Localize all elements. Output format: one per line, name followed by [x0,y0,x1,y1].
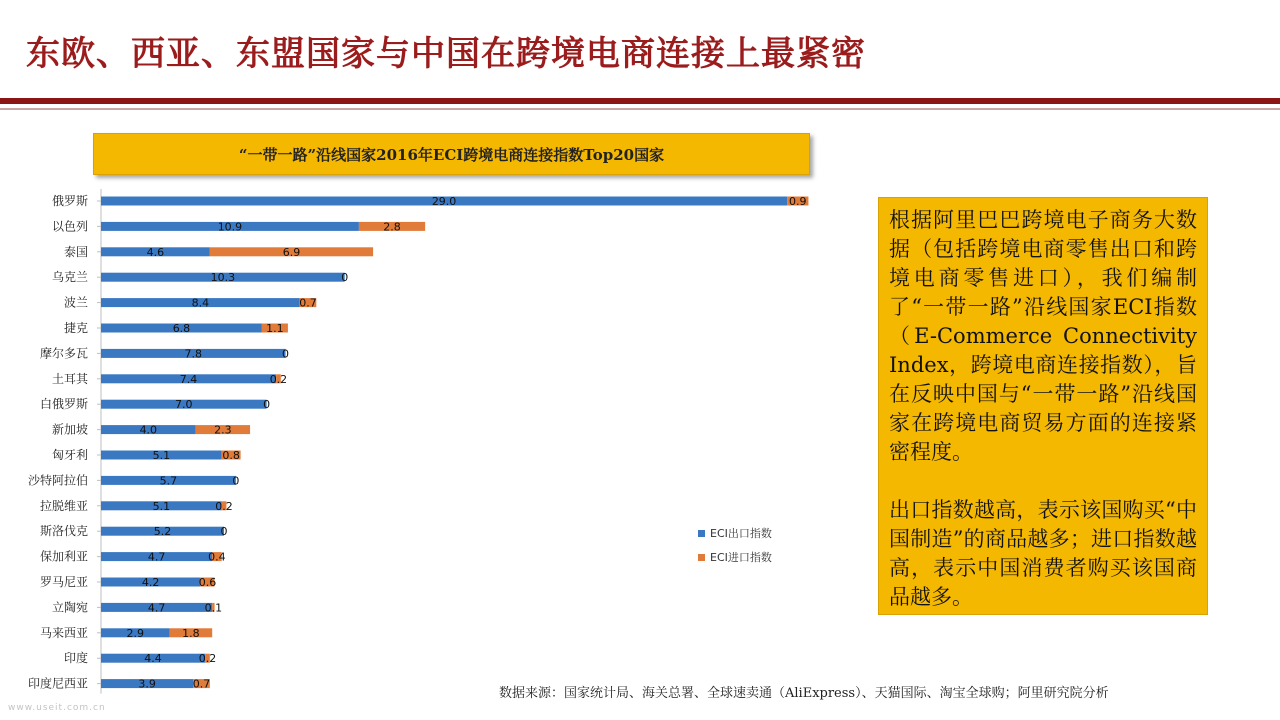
data-label-import: 0 [282,347,290,361]
category-label: 沙特阿拉伯 [27,473,88,488]
data-label-import: 6.9 [282,245,301,259]
category-label: 摩尔多瓦 [39,346,88,361]
chart-legend [698,526,772,574]
category-label: 白俄罗斯 [39,397,88,412]
data-label-export: 10.3 [210,271,236,285]
data-label-import: 0 [263,398,271,412]
data-label-export: 10.9 [217,220,243,234]
legend-label-export: ECI出口指数 [710,527,772,540]
category-label: 印度 [63,651,88,666]
data-label-import: 0.6 [198,576,217,589]
legend-swatch-export [698,530,705,537]
source-note: 数据来源：国家统计局、海关总署、全球速卖通（AliExpress）、天猫国际、淘宝全球购；阿里研究院分析 [499,686,1109,701]
data-label-import: 0.2 [198,652,217,666]
data-label-import: 0 [341,271,349,285]
data-label-export: 4.4 [144,652,162,666]
title-divider-thin [0,108,1280,110]
category-label: 拉脱维亚 [39,498,88,513]
data-label-export: 7.0 [175,398,193,412]
category-label: 罗马尼亚 [39,575,88,589]
data-label-export: 5.1 [152,499,171,513]
data-label-export: 2.9 [126,626,145,640]
data-label-export: 4.7 [147,550,166,564]
legend-swatch-import [698,554,705,561]
data-label-export: 4.0 [139,423,158,437]
data-label-import: 0 [232,474,240,488]
data-label-export: 4.7 [147,601,166,615]
category-label: 土耳其 [51,371,88,386]
category-label: 以色列 [51,219,88,234]
info-paragraph-2: 出口指数越高，表示该国购买“中国制造”的商品越多；进口指数越高，表示中国消费者购买该国商品越多。 [889,498,1197,609]
category-label: 保加利亚 [39,549,88,564]
data-label-export: 7.8 [184,347,203,361]
category-label: 斯洛伐克 [39,524,88,539]
category-label: 印度尼西亚 [27,676,88,691]
data-label-export: 7.4 [179,372,198,386]
data-label-export: 8.4 [191,296,210,310]
data-label-export: 5.7 [159,474,178,488]
category-label: 乌克兰 [51,270,88,285]
category-label: 俄罗斯 [51,194,88,208]
category-label: 波兰 [63,295,88,310]
data-label-export: 6.8 [172,322,191,335]
data-label-import: 1.1 [266,322,284,335]
data-label-import: 1.8 [182,626,200,640]
category-label: 匈牙利 [51,448,88,462]
data-label-import: 0.4 [208,550,226,564]
data-label-import: 0.8 [222,449,240,462]
data-label-import: 0.2 [215,499,233,513]
data-label-import: 0.7 [192,677,211,691]
chart-title: “一带一路”沿线国家2016年ECI跨境电商连接指数Top20国家 [93,133,810,175]
data-label-import: 0.9 [789,195,807,208]
data-label-import: 0.1 [204,601,223,615]
data-label-export: 4.6 [146,245,165,259]
category-label: 泰国 [63,244,88,259]
category-label: 马来西亚 [39,625,88,640]
eci-bar-chart [0,185,820,700]
legend-item-import [698,550,772,564]
data-label-import: 0.7 [299,296,317,310]
slide-title: 东欧、西亚、东盟国家与中国在跨境电商连接上最紧密 [26,34,866,74]
category-label: 新加坡 [51,422,88,437]
data-label-import: 2.3 [214,423,232,437]
title-divider [0,98,1280,104]
data-label-export: 29.0 [431,195,457,208]
legend-item-export [698,526,772,540]
info-box [878,197,1208,615]
category-label: 立陶宛 [51,600,88,615]
category-label: 捷克 [63,321,88,335]
legend-label-import: ECI进口指数 [710,551,772,564]
data-label-import: 2.8 [383,220,401,234]
watermark: www.useit.com.cn [8,703,106,713]
data-label-import: 0.2 [269,372,288,386]
data-label-export: 5.2 [153,525,172,539]
data-label-import: 0 [220,525,228,539]
data-label-export: 3.9 [138,677,156,691]
info-paragraph-1: 根据阿里巴巴跨境电子商务大数据（包括跨境电商零售出口和跨境电商零售进口），我们编制了“一带一路”沿线国家ECI指数（E-Commerce Connectivity Index，跨境电商连接指数），旨在反映中国与“一带一路”沿线国家在跨境电商贸易方面的连接紧密程度。 [889,208,1197,464]
data-label-export: 4.2 [141,576,160,589]
data-label-export: 5.1 [152,449,171,462]
